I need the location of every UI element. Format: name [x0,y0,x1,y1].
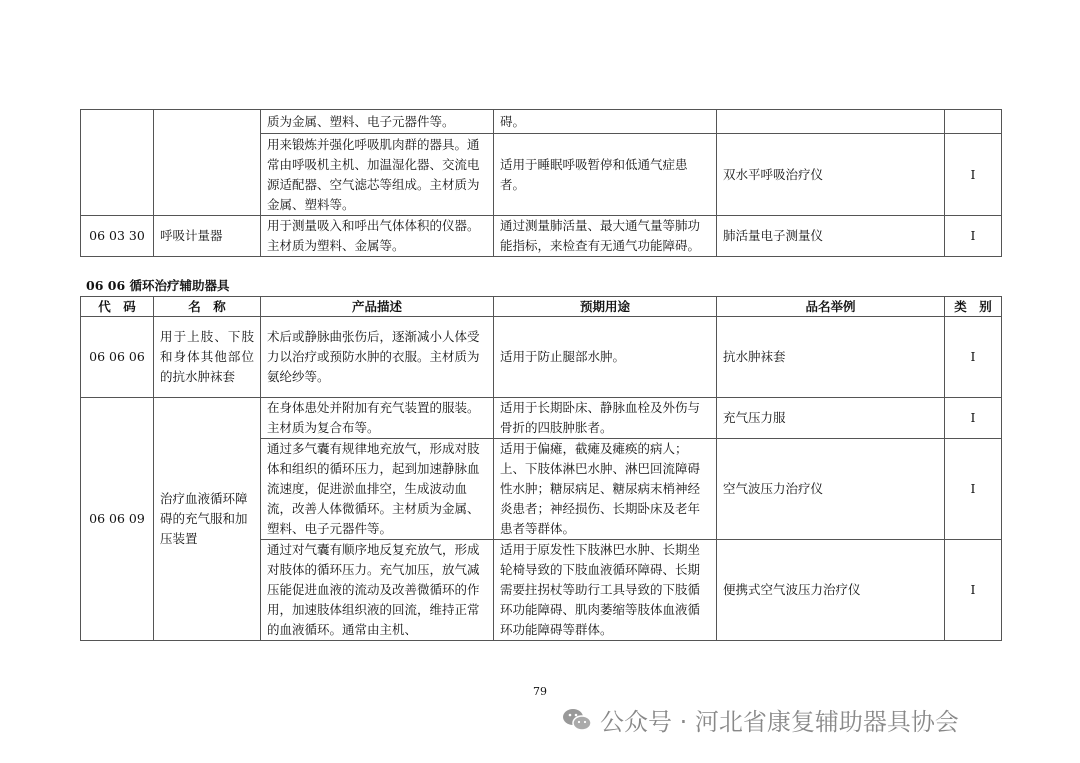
table-row [81,110,1002,134]
wechat-icon [562,707,592,733]
example-cell: 便携式空气波压力治疗仪 [717,540,945,641]
name-cell [154,110,261,216]
continued-table [80,109,1002,257]
desc-cell: 用于测量吸入和呼出气体体积的仪器。主材质为塑料、金属等。 [261,216,494,257]
use-cell: 适用于长期卧床、静脉血栓及外伤与骨折的四肢肿胀者。 [494,398,717,439]
class-cell: I [945,216,1002,257]
example-cell: 抗水肿袜套 [717,317,945,398]
desc-cell: 通过对气囊有顺序地反复充放气，形成对肢体的循环压力。充气加压，放气减压能促进血液的流动及改善微循环的作用，加速肢体组织液的回流，维持正常的血液循环。通常由主机、 [261,540,494,641]
class-cell: I [945,398,1002,439]
use-cell: 通过测量肺活量、最大通气量等肺功能指标，来检查有无通气功能障碍。 [494,216,717,257]
use-cell: 碍。 [494,110,717,134]
use-cell: 适用于睡眠呼吸暂停和低通气症患者。 [494,134,717,216]
header-class: 类 别 [945,297,1002,317]
class-cell: I [945,317,1002,398]
name-cell: 呼吸计量器 [154,216,261,257]
circulation-table [80,296,1002,641]
code-cell [81,110,154,216]
table-row [81,216,1002,257]
desc-cell: 术后或静脉曲张伤后，逐渐减小人体受力以治疗或预防水肿的衣服。主材质为氨纶纱等。 [261,317,494,398]
desc-cell: 通过多气囊有规律地充放气，形成对肢体和组织的循环压力，起到加速静脉血流速度，促进淤血排空，生成波动血流，改善人体微循环。主材质为金属、塑料、电子元器件等。 [261,439,494,540]
code-cell: 06 06 09 [81,398,154,641]
header-code: 代 码 [81,297,154,317]
desc-cell: 用来锻炼并强化呼吸肌肉群的器具。通常由呼吸机主机、加温湿化器、交流电源适配器、空气滤芯等组成。主材质为金属、塑料等。 [261,134,494,216]
example-cell [717,110,945,134]
use-cell: 适用于防止腿部水肿。 [494,317,717,398]
example-cell: 双水平呼吸治疗仪 [717,134,945,216]
code-cell: 06 03 30 [81,216,154,257]
class-cell [945,110,1002,134]
name-cell: 用于上肢、下肢和身体其他部位的抗水肿袜套 [154,317,261,398]
header-desc: 产品描述 [261,297,494,317]
header-example: 品名举例 [717,297,945,317]
name-cell: 治疗血液循环障碍的充气服和加压装置 [154,398,261,641]
watermark-text: 公众号 · 河北省康复辅助器具协会 [600,708,959,736]
example-cell: 肺活量电子测量仪 [717,216,945,257]
class-cell: I [945,134,1002,216]
watermark [562,702,959,737]
table-row [81,398,1002,439]
page-number: 79 [533,685,547,698]
section-heading: 06 06 循环治疗辅助器具 [86,278,230,293]
use-cell: 适用于原发性下肢淋巴水肿、长期坐轮椅导致的下肢血液循环障碍、长期需要拄拐杖等助行工具导致的下肢循环功能障碍、肌肉萎缩等肢体血液循环功能障碍等群体。 [494,540,717,641]
desc-cell: 质为金属、塑料、电子元器件等。 [261,110,494,134]
example-cell: 空气波压力治疗仪 [717,439,945,540]
class-cell: I [945,540,1002,641]
header-name: 名 称 [154,297,261,317]
desc-cell: 在身体患处并附加有充气装置的服装。主材质为复合布等。 [261,398,494,439]
table-row [81,317,1002,398]
table-header [81,297,1002,317]
example-cell: 充气压力服 [717,398,945,439]
header-use: 预期用途 [494,297,717,317]
class-cell: I [945,439,1002,540]
code-cell: 06 06 06 [81,317,154,398]
use-cell: 适用于偏瘫，截瘫及瘫痪的病人；上、下肢体淋巴水肿、淋巴回流障碍性水肿；糖尿病足、糖尿病末梢神经炎患者；神经损伤、长期卧床及老年患者等群体。 [494,439,717,540]
